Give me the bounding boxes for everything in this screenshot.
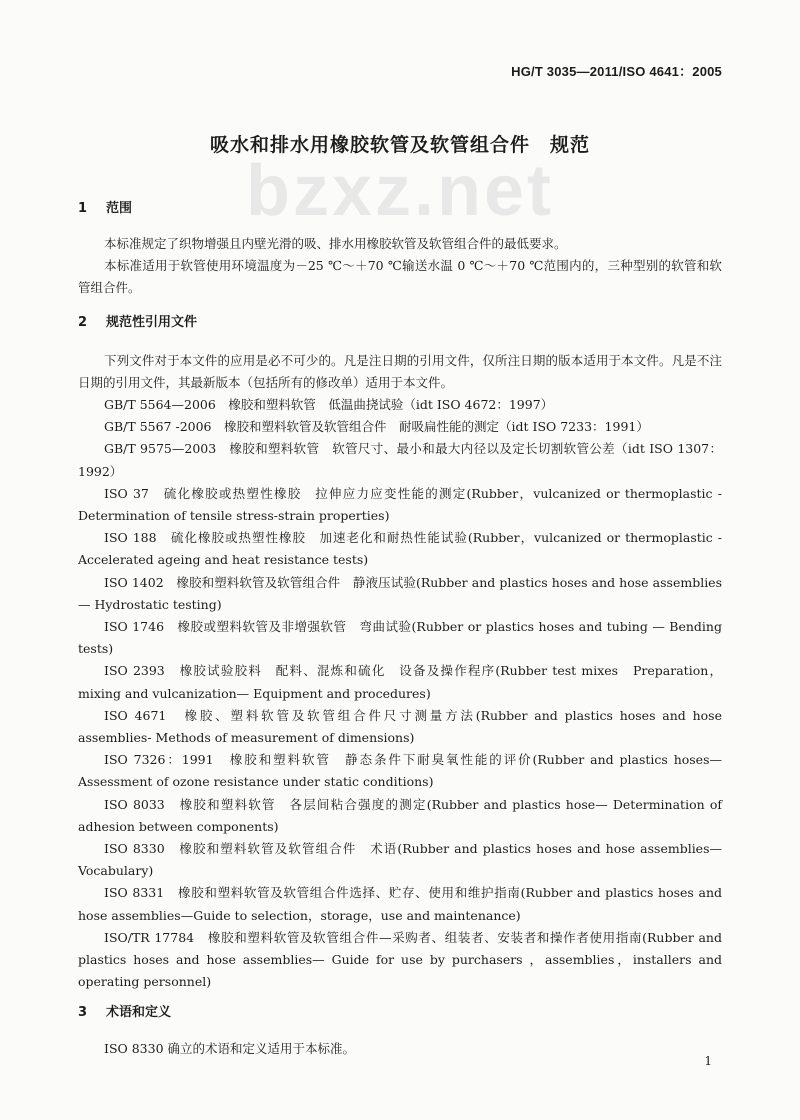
reference-item: ISO/TR 17784 橡胶和塑料软管及软管组合件—采购者、组装者、安装者和操作者使用指南(Rubber and plastics hoses and hose assemblies— Guide for use by purchasers ，assemblies，installers and operating personnel) bbox=[78, 929, 722, 990]
section-heading-scope bbox=[78, 198, 722, 220]
reference-item: ISO 188 硫化橡胶或热塑性橡胶 加速老化和耐热性能试验(Rubber，vulcanized or thermoplastic - Accelerated ageing and heat resistance tests) bbox=[78, 530, 722, 568]
scope-paragraph-2: 本标准适用于软管使用环境温度为－25 ℃～＋70 ℃输送水温 0 ℃～＋70 ℃范围内的，三种型别的软管和软管组合件。 bbox=[78, 258, 722, 296]
standard-code: HG/T 3035—2011/ISO 4641：2005 bbox=[511, 64, 722, 79]
reference-item: ISO 1402 橡胶和塑料软管及软管组合件 静液压试验(Rubber and plastics hoses and hose assemblies — Hydrostatic testing) bbox=[78, 574, 722, 612]
section-heading-terms bbox=[78, 1002, 722, 1024]
section-title: 术语和定义 bbox=[106, 1004, 172, 1020]
reference-item: GB/T 9575—2003 橡胶和塑料软管 软管尺寸、最小和最大内径以及定长切割软管公差（idt ISO 1307：1992） bbox=[78, 441, 722, 479]
reference-item: ISO 2393 橡胶试验胶料 配料、混炼和硫化 设备及操作程序(Rubber test mixes Preparation，mixing and vulcanization— Equipment and procedures) bbox=[78, 663, 722, 701]
reference-item: GB/T 5564—2006 橡胶和塑料软管 低温曲挠试验（idt ISO 4672：1997） bbox=[104, 397, 554, 413]
page-number: 1 bbox=[704, 1054, 712, 1068]
scope-paragraph-1: 本标准规定了织物增强且内壁光滑的吸、排水用橡胶软管及软管组合件的最低要求。 bbox=[104, 236, 567, 251]
section-title: 范围 bbox=[106, 201, 133, 216]
section-number: 1 bbox=[78, 201, 88, 216]
section-number: 2 bbox=[78, 314, 88, 330]
reference-item: ISO 1746 橡胶或塑料软管及非增强软管 弯曲试验(Rubber or plastics hoses and tubing — Bending tests) bbox=[78, 619, 722, 657]
section-heading-normative-references bbox=[78, 312, 722, 334]
reference-item: ISO 8330 橡胶和塑料软管及软管组合件 术语(Rubber and plastics hoses and hose assemblies—Vocabulary) bbox=[78, 841, 722, 879]
terms-paragraph: ISO 8330 确立的术语和定义适用于本标准。 bbox=[104, 1040, 356, 1056]
reference-item: ISO 8331 橡胶和塑料软管及软管组合件选择、贮存、使用和维护指南(Rubber and plastics hoses and hose assemblies—Guide to selection，storage，use and maintenance) bbox=[78, 885, 722, 923]
reference-item: ISO 4671 橡胶、塑料软管及软管组合件尺寸测量方法(Rubber and plastics hoses and hose assemblies- Methods of measurement of dimensions) bbox=[78, 707, 722, 746]
document-title: 吸水和排水用橡胶软管及软管组合件 规范 bbox=[209, 134, 590, 156]
references-intro: 下列文件对于本文件的应用是必不可少的。凡是注日期的引用文件，仅所注日期的版本适用于本文件。凡是不注日期的引用文件，其最新版本（包括所有的修改单）适用于本文件。 bbox=[78, 352, 722, 390]
reference-item: ISO 37 硫化橡胶或热塑性橡胶 拉伸应力应变性能的测定(Rubber，vulcanized or thermoplastic - Determination of tensile stress-strain properties) bbox=[78, 485, 722, 524]
reference-item: ISO 8033 橡胶和塑料软管 各层间粘合强度的测定(Rubber and plastics hose— Determination of adhesion between components) bbox=[78, 796, 722, 834]
section-number: 3 bbox=[78, 1004, 88, 1020]
watermark: bzxz.net bbox=[245, 151, 555, 231]
document-body bbox=[78, 198, 722, 1060]
reference-item: GB/T 5567 -2006 橡胶和塑料软管及软管组合件 耐吸扁性能的测定（idt ISO 7233：1991） bbox=[104, 419, 649, 435]
reference-item: ISO 7326：1991 橡胶和塑料软管 静态条件下耐臭氧性能的评价(Rubber and plastics hoses— Assessment of ozone resistance under static conditions) bbox=[78, 752, 722, 790]
section-title: 规范性引用文件 bbox=[106, 314, 198, 330]
